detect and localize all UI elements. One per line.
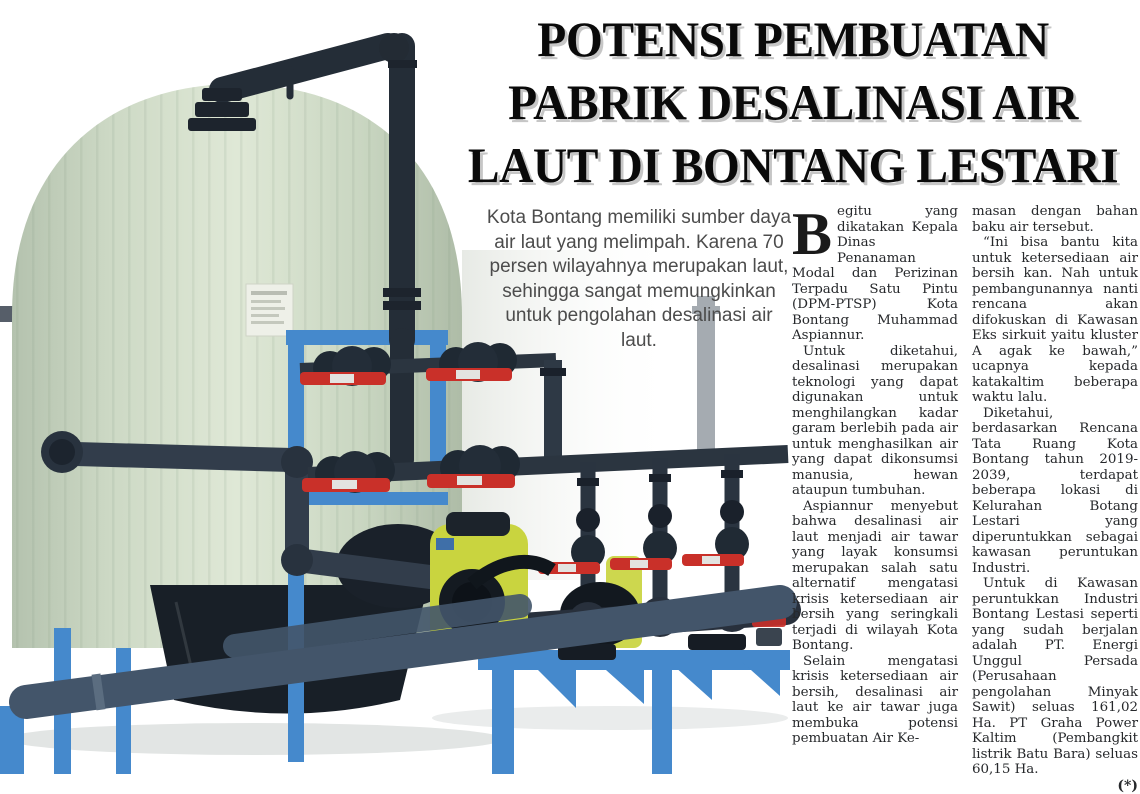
body-paragraph: “Ini bisa bantu kita untuk ketersediaan air bersih kan. Nah untuk pembangunannya nanti rencana akan difokuskan di Kawasan Eks sirkuit yaitu kluster A agak ke bawah,” ucapnya kepada katakaltim beberapa waktu lalu. xyxy=(972,235,1138,406)
drop-cap: B xyxy=(792,204,837,260)
body-paragraph: Untuk di Kawasan peruntukkan Industri Bontang Lestasi seperti yang sudah berjalan adalah PT. Energi Unggul Persada (Perusahaan pengolahan Minyak Sawit) seluas 161,02 Ha. PT Graha Power Kaltim (Pembangkit listrik Batu Bara) seluas 60,15 Ha. xyxy=(972,576,1138,778)
article-headline xyxy=(465,8,1121,197)
body-paragraph: Untuk diketahui, desalinasi merupakan teknologi yang dapat digunakan untuk menghilangkan kadar garam berlebih pada air untuk menghasilkan air yang dapat dikonsumsi manusia, hewan ataupun tumbuhan. xyxy=(792,344,958,499)
body-column-1 xyxy=(792,204,958,794)
body-paragraph: masan dengan bahan baku air tersebut. xyxy=(972,204,1138,235)
paragraph-text: egitu yang dikatakan Kepala Dinas Penanaman Modal dan Perizinan Terpadu Satu Pintu (DPM-PTSP) Kota Bontang Muhammad Aspiannur. xyxy=(792,204,958,343)
article-body xyxy=(792,204,1138,794)
headline-line-3: LAUT DI BONTANG LESTARI xyxy=(465,134,1121,197)
tank-spec-label xyxy=(246,284,293,336)
body-paragraph: Diketahui, berdasarkan Rencana Tata Ruang Kota Bontang tahun 2019-2039, terdapat beberapa lokasi di Kelurahan Botang Lestari yang diperuntukkan sebagai kawasan peruntukan Industri. xyxy=(972,406,1138,577)
headline-line-1: POTENSI PEMBUATAN xyxy=(465,8,1121,71)
body-paragraph xyxy=(792,204,958,344)
body-paragraph: Aspiannur menyebut bahwa desalinasi air laut menjadi air tawar yang layak konsumsi merupakan salah satu alternatif mengatasi krisis ketersediaan air bersih yang seringkali terjadi di wilayah Kota Bontang. xyxy=(792,499,958,654)
edge-valve-body xyxy=(756,628,782,646)
body-paragraph: Selain mengatasi krisis ketersediaan air bersih, desalinasi air laut ke air tawar juga membuka potensi pembuatan Air Ke- xyxy=(792,654,958,747)
sign-off-mark: (*) xyxy=(972,779,1138,794)
article-lead: Kota Bontang memiliki sumber daya air laut yang melimpah. Karena 70 persen wilayahnya merupakan laut, sehingga sangat memungkinkan untuk pengolahan desalinasi air laut. xyxy=(486,206,792,354)
body-column-2 xyxy=(972,204,1138,794)
headline-line-2: PABRIK DESALINASI AIR xyxy=(465,71,1121,134)
